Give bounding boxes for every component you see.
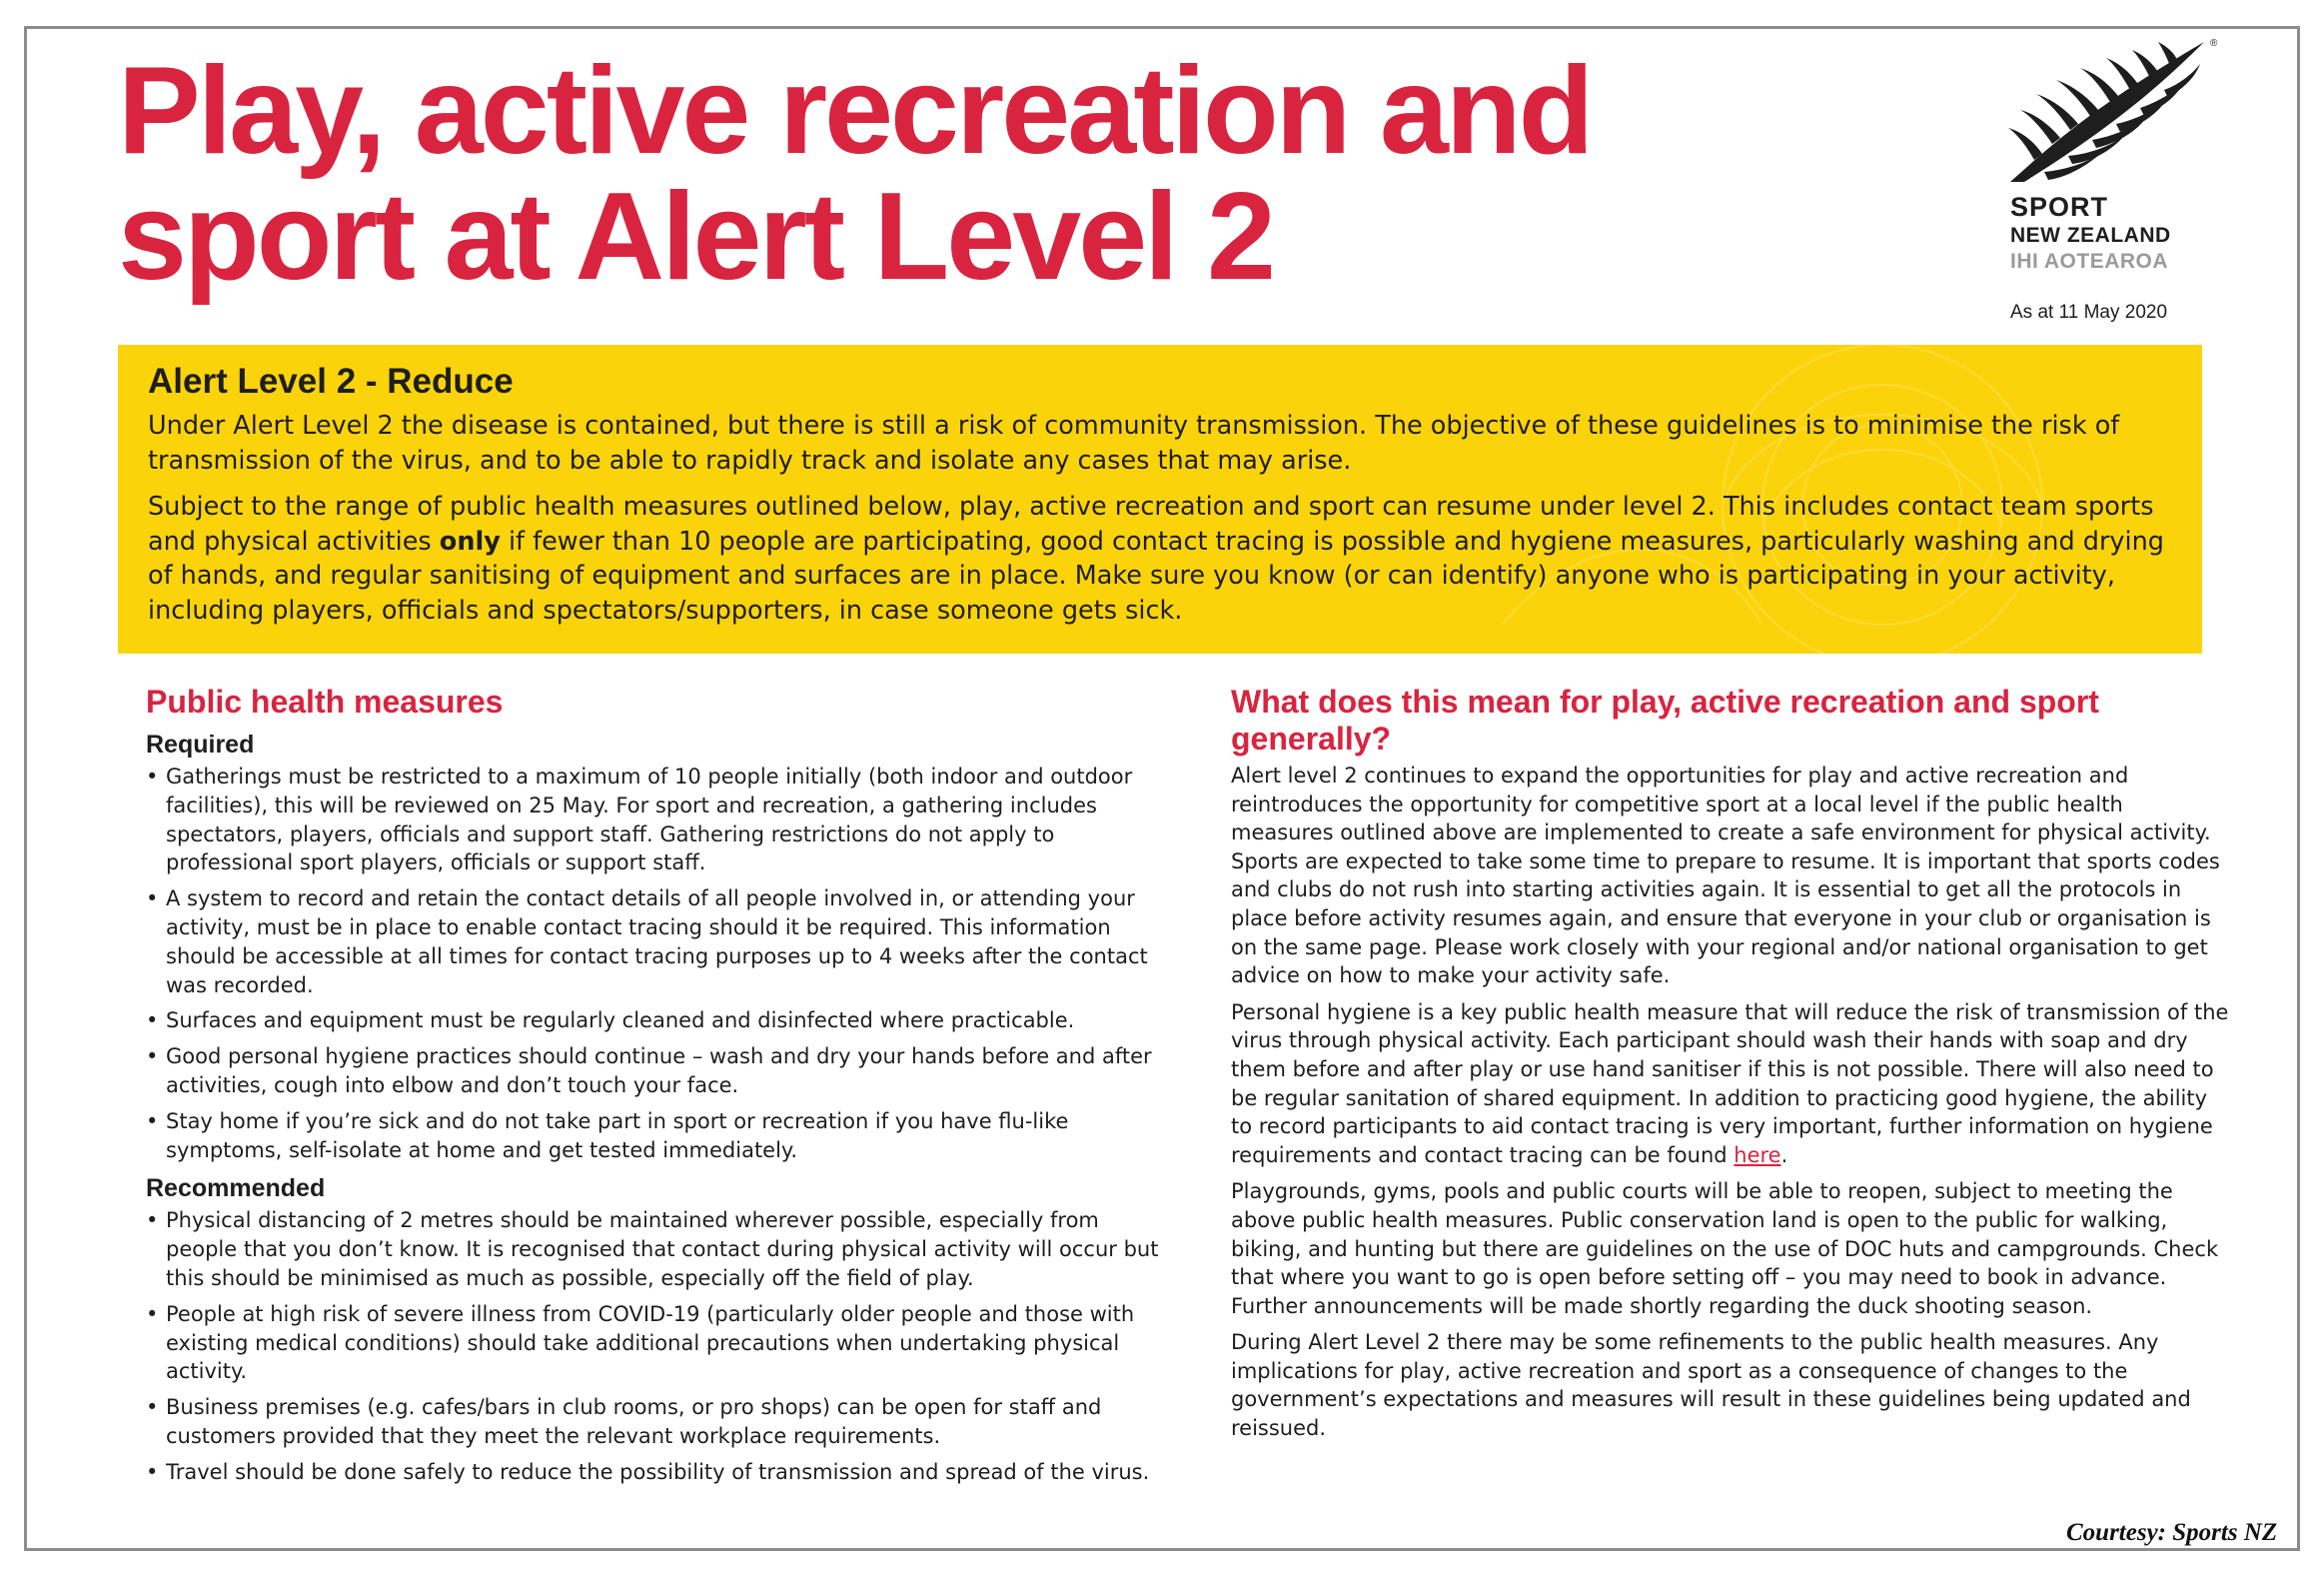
list-item [146,1206,1165,1292]
public-health-heading: Public health measures [146,684,504,720]
bullet-icon: • [146,886,159,911]
alert-paragraph-2-start: Subject to the range of public health measures outlined below, play, active recreation and sport can resume under level 2. This includes contact team sports and physical activities [148,492,2154,557]
list-item [146,884,1165,999]
meaning-paragraph-2 [1231,998,2230,1170]
recommended-list [146,1206,1165,1486]
meaning-paragraph-4: During Alert Level 2 there may be some refinements to the public health measures. Any implications for play, active recreation and sport as a consequence of changes to the government’s expectations and measures will result in these guidelines being updated and reissued. [1231,1330,2191,1441]
meaning-heading: What does this mean for play, active recreation and sport generally? [1231,684,2099,757]
alert-heading: Alert Level 2 - Reduce [148,362,514,401]
alert-paragraph-1: Under Alert Level 2 the disease is contained, but there is still a risk of community transmission. The objective of these guidelines is to minimise the risk of transmission of the virus, and to be able to rapidly track and isolate any cases that may arise. [148,411,2120,476]
list-item [146,1393,1165,1451]
bullet-icon: • [146,1301,159,1326]
recommended-item-text: People at high risk of severe illness from COVID-19 (particularly older people and those with existing medical conditions) should take additional precautions when undertaking physical activity. [166,1301,1135,1384]
as-at-date: As at 11 May 2020 [2010,302,2168,323]
alert-paragraph-2 [148,490,2172,628]
required-item-text: Stay home if you’re sick and do not take part in sport or recreation if you have flu-like symptoms, self-isolate at home and get tested immediately. [166,1108,1069,1162]
required-item-text: Surfaces and equipment must be regularly cleaned and disinfected where practicable. [166,1008,1075,1033]
bullet-icon: • [146,1108,159,1133]
list-item [146,763,1165,877]
list-item [146,1458,1165,1487]
list-item [146,1107,1165,1165]
courtesy-credit: Courtesy: Sports NZ [2066,1519,2278,1546]
page-title: Play, active recreation and sport at Alert Level 2 [118,42,1592,306]
list-item [146,1300,1165,1386]
list-item [146,1006,1165,1035]
recommended-item-text: Business premises (e.g. cafes/bars in club rooms, or pro shops) can be open for staff and customers provided that they meet the relevant workplace requirements. [166,1395,1102,1448]
meaning-paragraph-1: Alert level 2 continues to expand the opportunities for play and active recreation and reintroduces the opportunity for competitive sport at a local level if the public health measures outlined above are implemented to create a safe environment for physical activity. Sports are expected to take some time to prepare to resume. It is important that sports codes and clubs do not rush into starting activities again. It is essential to get all the protocols in place before activity resumes again, and ensure that everyone in your club or organisation is on the same page. Please work closely with your regional and/or national organisation to get advice on how to make your activity safe. [1231,764,2220,988]
logo-line-ihi-aotearoa: IHI AOTEAROA [2010,250,2169,273]
logo-line-new-zealand: NEW ZEALAND [2010,224,2171,247]
alert-paragraph-2-end: if fewer than 10 people are participating, good contact tracing is possible and hygiene measures, particularly washing and drying of hands, and regular sanitising of equipment and surfaces are in place. Make sure you know (or can identify) anyone who is participating in your activity, including players, officials and spectators/supporters, in case someone gets sick. [148,526,2164,626]
bullet-icon: • [146,1008,159,1033]
here-link[interactable]: here [1734,1142,1781,1167]
recommended-item-text: Travel should be done safely to reduce the possibility of transmission and spread of the virus. [166,1459,1150,1484]
bullet-icon: • [146,765,159,788]
required-list [146,763,1165,1164]
public-health-column [146,684,1165,1494]
bullet-icon: • [146,1459,159,1484]
bullet-icon: • [146,1208,159,1233]
required-item-text: Gatherings must be restricted to a maximum of 10 people initially (both indoor and outdoor facilities), this will be reviewed on 25 May. For sport and recreation, a gathering includes spectators, players, officials and support staff. Gathering restrictions do not apply to professional sport players, officials or support staff. [166,765,1133,875]
meaning-column [1231,684,2230,1451]
required-heading: Required [146,731,255,759]
recommended-item-text: Physical distancing of 2 metres should be maintained wherever possible, especially from people that you don’t know. It is recognised that contact during physical activity will occur but this should be minimised as much as possible, especially off the field of play. [166,1208,1159,1290]
meaning-paragraph-2-text: Personal hygiene is a key public health measure that will reduce the risk of transmission of the virus through physical activity. Each participant should wash their hands with soap and dry them before and after play or use hand sanitiser if this is not possible. There will also need to be regular sanitation of shared equipment. In addition to practicing good hygiene, the ability to record participants to aid contact tracing is very important, further information on hygiene requirements and contact tracing can be found [1231,999,2229,1167]
silver-fern-icon [2004,32,2226,192]
svg-text:®: ® [2210,38,2218,49]
meaning-paragraph-2-end: . [1780,1142,1788,1167]
alert-paragraph-2-only: only [439,526,501,557]
list-item [146,1042,1165,1100]
alert-level-box [118,345,2202,654]
sport-nz-logo [2004,32,2234,282]
required-item-text: Good personal hygiene practices should continue – wash and dry your hands before and after activities, cough into elbow and don’t touch your face. [166,1044,1152,1097]
meaning-paragraph-3: Playgrounds, gyms, pools and public courts will be able to reopen, subject to meeting the above public health measures. Public conservation land is open to the public for walking, biking, and hunting but there are guidelines on the use of DOC huts and campgrounds. Check that where you want to go is open before setting off – you may need to book in advance. Further announcements will be made shortly regarding the duck shooting season. [1231,1179,2219,1318]
recommended-heading: Recommended [146,1174,326,1203]
required-item-text: A system to record and retain the contact details of all people involved in, or attending your activity, must be in place to enable contact tracing should it be required. This information should be accessible at all times for contact tracing purposes up to 4 weeks after the contact was recorded. [166,886,1148,997]
bullet-icon: • [146,1395,159,1420]
bullet-icon: • [146,1044,159,1069]
logo-line-sport: SPORT [2010,192,2109,222]
